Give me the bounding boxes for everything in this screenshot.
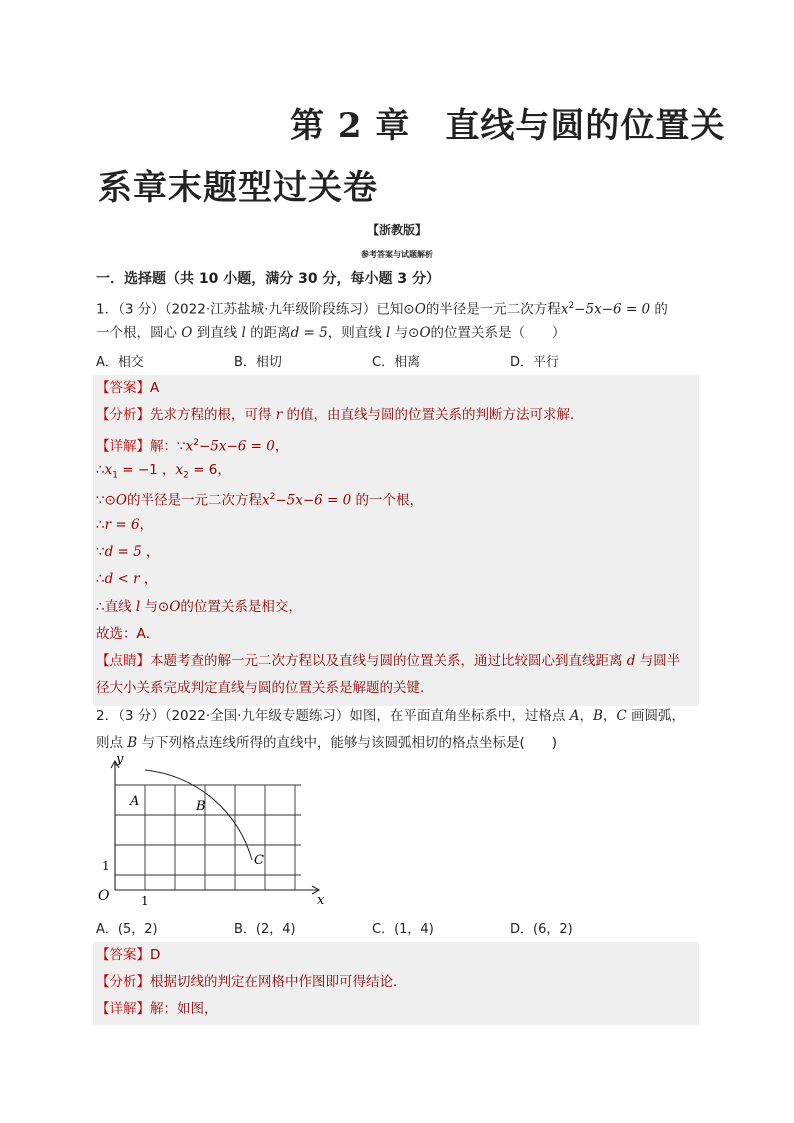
title-line-2: 系章末题型过关卷 [98, 168, 378, 208]
q2-answer: 【答案】D [96, 947, 161, 963]
point-a-label: A [130, 794, 140, 809]
q2-detail: 【详解】解：如图， [96, 1001, 218, 1017]
q1-step-6: ∴直线 l 与⊙O的位置关系是相交， [96, 599, 302, 615]
q1-comment-line1: 【点睛】本题考查的解一元二次方程以及直线与圆的位置关系，通过比较圆心到直线距离 d 与圆半 [96, 653, 681, 669]
q1-option-d: D．平行 [510, 355, 560, 370]
q1-options [96, 351, 696, 371]
q1-stem-line2: 一个根，圆心 O 到直线 l 的距离d = 5，则直线 l 与⊙O的位置关系是（ ） [96, 325, 566, 341]
q2-options [96, 918, 696, 938]
q1-choose: 故选：A． [96, 626, 160, 642]
tick-x-1: 1 [141, 894, 149, 906]
q1-analysis: 【分析】先求方程的根，可得 r 的值，由直线与圆的位置关系的判断方法可求解． [96, 407, 584, 423]
q1-step-2: ∵⊙O的半径是一元二次方程$x^2-5x-6 = 0$ 的一个根， [96, 492, 424, 509]
q1-answer: 【答案】A [96, 380, 160, 396]
q2-stem-line1: 2．（3 分）（2022·全国·九年级专题练习）如图，在平面直角坐标系中，过格点 A，B，C 画圆弧， [96, 708, 686, 724]
edition-label: 【浙教版】 [366, 223, 427, 237]
axis-x-label: x [317, 893, 325, 906]
q1-stem-line1: 1．（3 分）（2022·江苏盐城·九年级阶段练习）已知⊙O的半径是一元二次方程$x^2-5x-6 = 0$ 的 [96, 301, 668, 318]
q2-option-a: A．(5，2) [96, 922, 158, 937]
origin-label: O [98, 888, 110, 904]
tick-y-1: 1 [102, 859, 110, 873]
q1-step-3: ∴r = 6， [96, 517, 154, 533]
q1-step-4: ∵d = 5 ， [96, 544, 160, 560]
q2-option-c: C．(1，4) [372, 922, 434, 937]
answer-subtitle: 参考答案与试题解析 [361, 250, 433, 259]
grid-lines [115, 785, 301, 890]
q1-detail: 【详解】解：$\because x^2-5x-6 = 0$， [96, 438, 289, 455]
axis-y-label: y [116, 756, 124, 767]
section-heading: 一．选择题（共 10 小题，满分 30 分，每小题 3 分） [96, 271, 440, 287]
point-c-label: C [254, 853, 264, 868]
q2-analysis: 【分析】根据切线的判定在网格中作图即可得结论． [96, 974, 407, 990]
q2-option-d: D．(6，2) [510, 922, 573, 937]
q1-comment-line2: 径大小关系完成判定直线与圆的位置关系是解题的关键． [96, 680, 434, 696]
point-b-label: B [196, 799, 206, 814]
q2-grid-figure [90, 756, 330, 906]
q2-option-b: B．(2，4) [234, 922, 296, 937]
q2-stem-line2: 则点 B 与下列格点连线所得的直线中，能够与该圆弧相切的格点坐标是( ) [96, 735, 558, 751]
q1-option-a: A．相交 [96, 355, 144, 370]
q1-step-1: $\therefore x_1 = -1$ ，$x_2 = 6$， [96, 462, 231, 481]
axes [111, 761, 319, 894]
q1-option-c: C．相离 [372, 355, 421, 370]
title-line-1: 第 2 章 直线与圆的位置关 [290, 106, 726, 146]
q1-option-b: B．相切 [234, 355, 282, 370]
q1-step-5: ∴d < r ， [96, 571, 158, 587]
q2-grid-svg [90, 756, 330, 906]
